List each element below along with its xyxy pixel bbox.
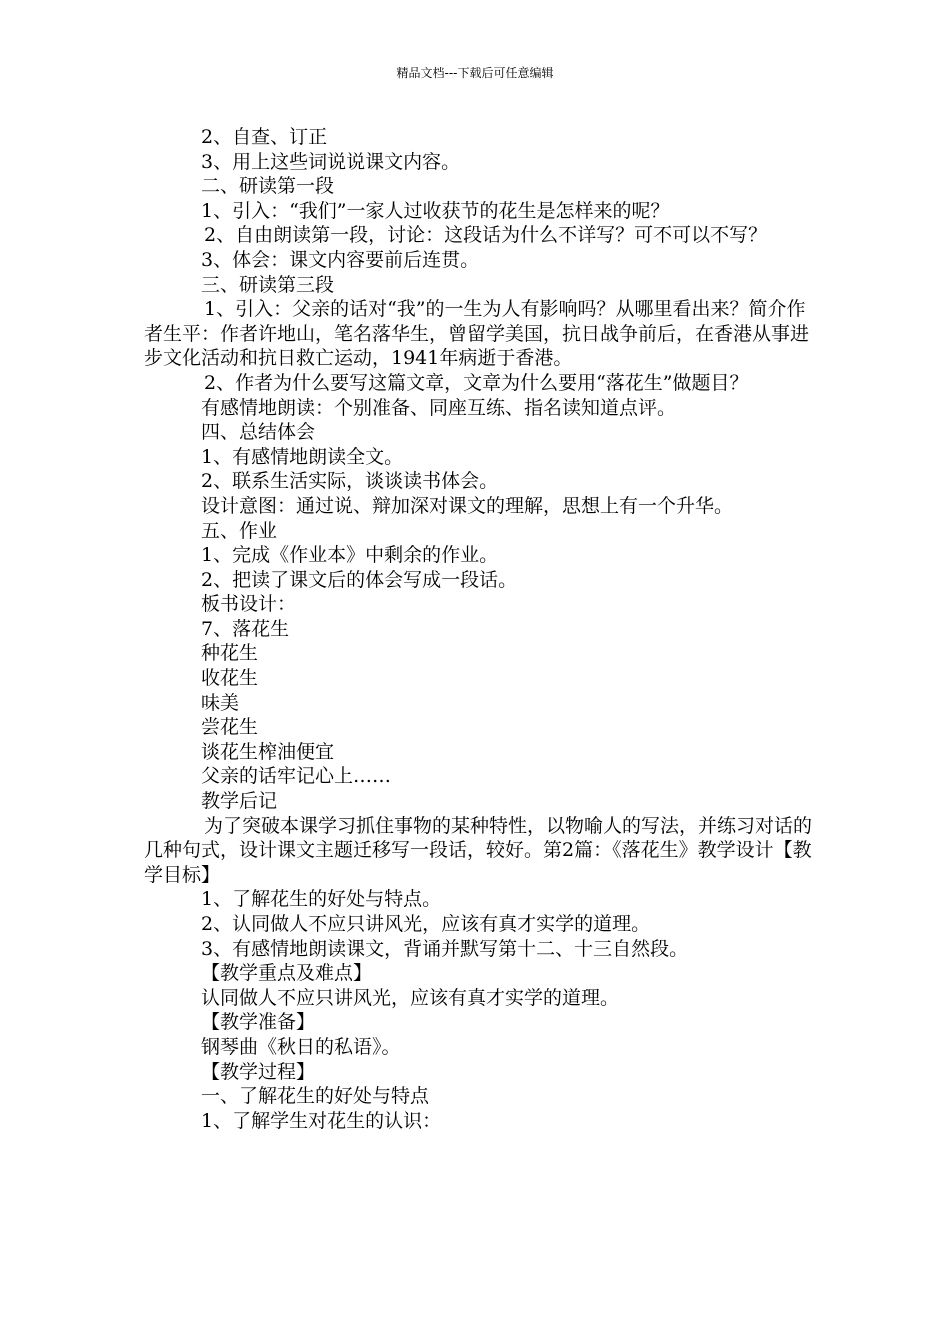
section-heading: 【教学过程】 — [201, 1060, 316, 1083]
board-line: 尝花生 — [201, 716, 259, 739]
board-line: 父亲的话牢记心上…… — [201, 765, 392, 788]
paragraph: 板书设计： — [201, 593, 297, 616]
paragraph: 教学后记 — [201, 790, 278, 813]
paragraph: 1、了解学生对花生的认识： — [201, 1109, 442, 1132]
section-heading: 四、总结体会 — [201, 421, 316, 444]
paragraph: 2、自查、订正 — [201, 126, 328, 148]
paragraph: 3、用上这些词说说课文内容。 — [201, 150, 461, 173]
paragraph: 2、联系生活实际，谈谈读书体会。 — [201, 470, 499, 493]
page-header: 精品文档---下载后可任意编辑 — [396, 66, 554, 80]
board-line: 种花生 — [201, 642, 259, 665]
paragraph: 3、体会：课文内容要前后连贯。 — [201, 248, 480, 271]
paragraph: 有感情地朗读：个别准备、同座互练、指名读知道点评。 — [201, 396, 677, 419]
board-line: 味美 — [201, 691, 240, 714]
paragraph: 认同做人不应只讲风光，应该有真才实学的道理。 — [201, 986, 620, 1009]
paragraph: 2、作者为什么要写这篇文章，文章为什么要用“落花生”做题目？ — [204, 371, 749, 394]
section-heading: 二、研读第一段 — [201, 175, 335, 198]
paragraph: 2、自由朗读第一段，讨论：这段话为什么不详写？可不可以不写？ — [204, 224, 768, 247]
paragraph: 钢琴曲《秋日的私语》。 — [201, 1035, 401, 1058]
section-heading: 【教学准备】 — [201, 1011, 316, 1034]
paragraph: 2、把读了课文后的体会写成一段话。 — [201, 568, 518, 591]
paragraph: 设计意图：通过说、辩加深对课文的理解，思想上有一个升华。 — [201, 494, 734, 517]
paragraph: 1、了解花生的好处与特点。 — [201, 888, 442, 911]
section-heading: 五、作业 — [201, 519, 278, 542]
paragraph: 3、有感情地朗读课文，背诵并默写第十二、十三自然段。 — [201, 937, 689, 960]
section-heading: 【教学重点及难点】 — [201, 962, 373, 985]
paragraph: 1、完成《作业本》中剩余的作业。 — [201, 544, 499, 567]
paragraph: 2、认同做人不应只讲风光，应该有真才实学的道理。 — [201, 913, 651, 935]
paragraph: 1、引入：“我们”一家人过收获节的花生是怎样来的呢？ — [201, 199, 670, 222]
section-heading: 三、研读第三段 — [201, 273, 335, 296]
section-heading: 一、了解花生的好处与特点 — [201, 1085, 430, 1108]
board-line: 谈花生榨油便宜 — [201, 740, 335, 763]
paragraph: 1、引入：父亲的话对“我”的一生为人有影响吗？从哪里看出来？简介作者生平：作者许地山，笔名落华生，曾留学美国，抗日战争前后，在香港从事进步文化活动和抗日救亡运动，1941年病逝于香港。 — [144, 298, 810, 370]
board-line: 7、落花生 — [201, 617, 290, 640]
board-line: 收花生 — [201, 667, 259, 690]
paragraph: 为了突破本课学习抓住事物的某种特性，以物喻人的写法，并练习对话的几种句式，设计课文主题迁移写一段话，较好。第2篇：《落花生》教学设计【教学目标】 — [144, 814, 813, 886]
document-body — [144, 125, 824, 1133]
paragraph: 1、有感情地朗读全文。 — [201, 445, 404, 468]
